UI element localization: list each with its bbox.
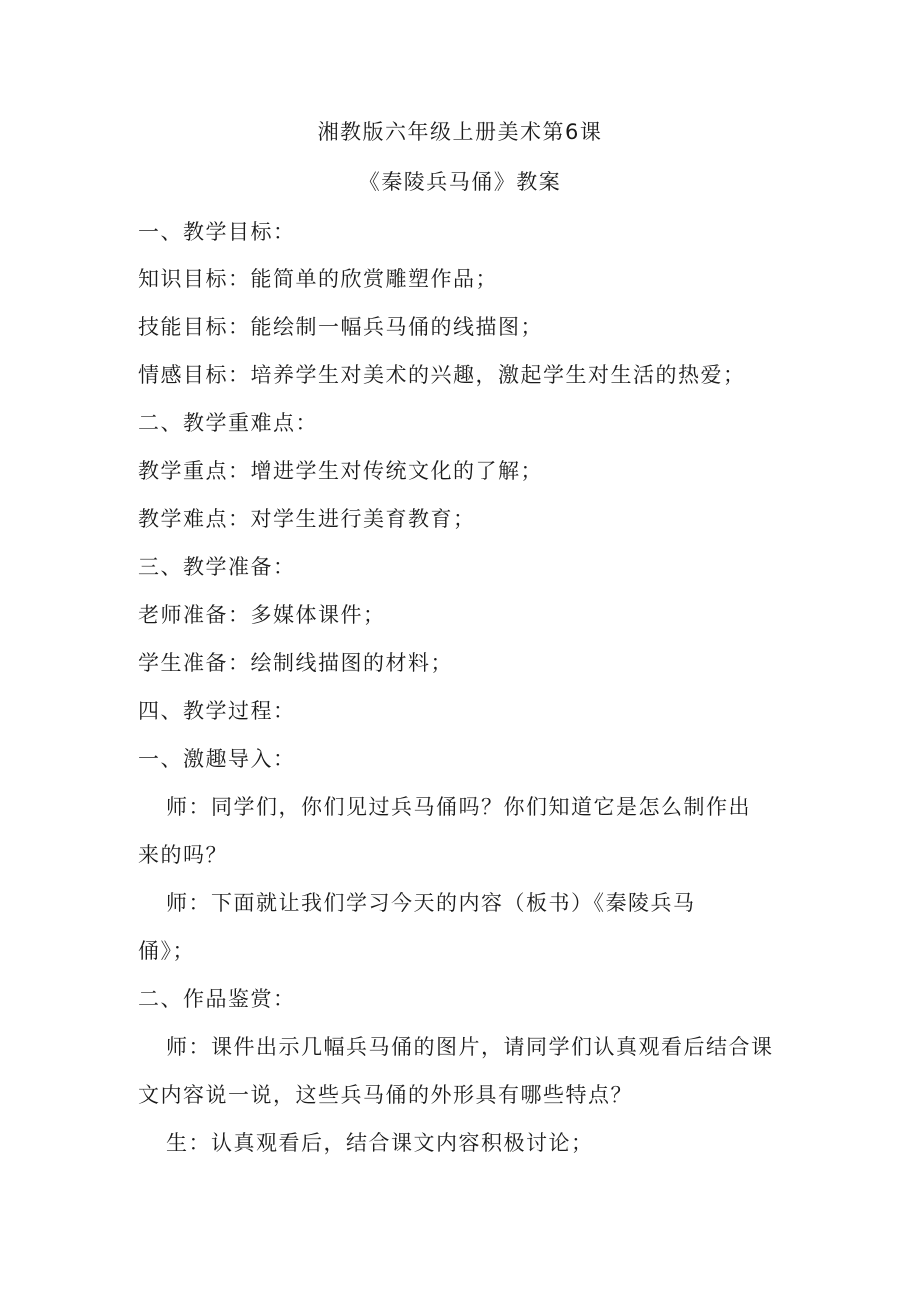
introduction-paragraph-2-line-1: 师：下面就让我们学习今天的内容（板书）《秦陵兵马 (166, 891, 696, 915)
goal-knowledge: 知识目标：能简单的欣赏雕塑作品； (138, 267, 498, 291)
teacher-preparation: 老师准备：多媒体课件； (138, 603, 386, 627)
document-title-line-2: 《秦陵兵马俑》教案 (358, 170, 562, 194)
goal-skill: 技能目标：能绘制一幅兵马俑的线描图； (138, 315, 543, 339)
difficult-point: 教学难点：对学生进行美育教育； (138, 507, 476, 531)
key-point: 教学重点：增进学生对传统文化的了解； (138, 459, 543, 483)
goal-emotion: 情感目标：培养学生对美术的兴趣，激起学生对生活的热爱； (138, 363, 746, 387)
section-heading-preparation: 三、教学准备： (138, 555, 296, 579)
section-heading-process: 四、教学过程： (138, 699, 296, 723)
appreciation-paragraph-1-line-1: 师：课件出示几幅兵马俑的图片，请同学们认真观看后结合课 (166, 1035, 774, 1059)
section-heading-objectives: 一、教学目标： (138, 220, 296, 244)
introduction-paragraph-2-line-2: 俑》； (138, 939, 195, 963)
introduction-paragraph-1-line-2: 来的吗？ (138, 843, 228, 867)
step-heading-appreciation: 二、作品鉴赏： (138, 987, 296, 1011)
introduction-paragraph-1-line-1: 师：同学们，你们见过兵马俑吗？你们知道它是怎么制作出 (166, 795, 751, 819)
appreciation-paragraph-1-line-2: 文内容说一说，这些兵马俑的外形具有哪些特点？ (138, 1083, 633, 1107)
appreciation-paragraph-2: 生：认真观看后，结合课文内容积极讨论； (166, 1131, 594, 1155)
step-heading-introduction: 一、激趣导入： (138, 747, 296, 771)
student-preparation: 学生准备：绘制线描图的材料； (138, 651, 453, 675)
document-title-line-1: 湘教版六年级上册美术第6课 (317, 120, 603, 144)
section-heading-key-points: 二、教学重难点： (138, 411, 318, 435)
